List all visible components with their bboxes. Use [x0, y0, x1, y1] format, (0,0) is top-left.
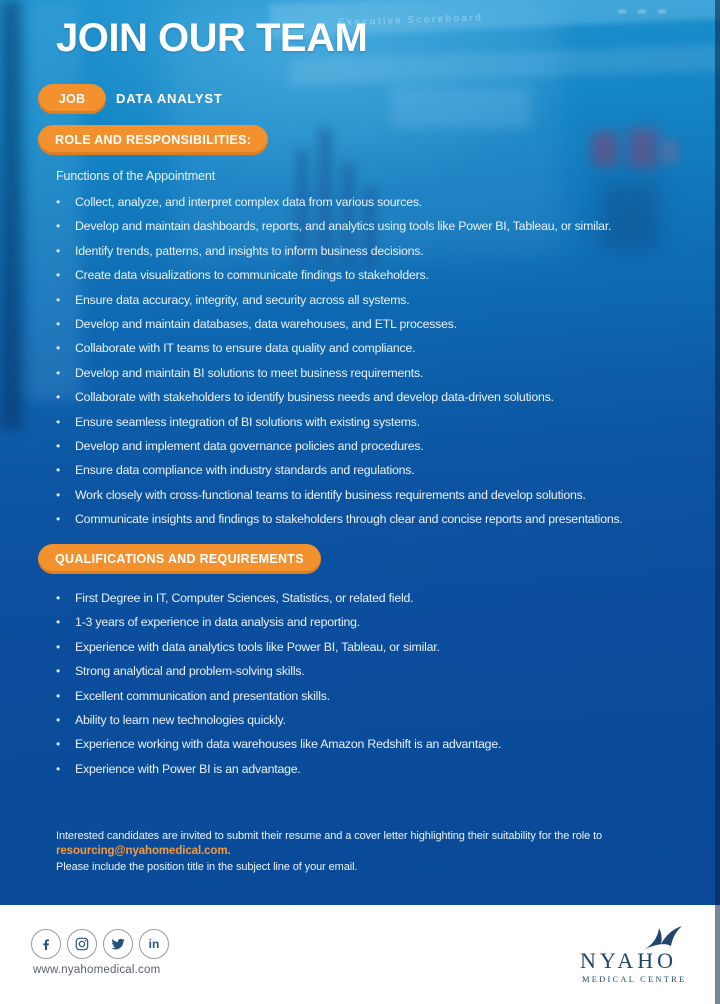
- bullet-icon: [56, 196, 75, 209]
- bullet-text: Work closely with cross-functional teams to identify business requirements and develop solutions.: [75, 487, 586, 502]
- bg-shape: [0, 0, 22, 430]
- bullet-icon: [56, 513, 75, 526]
- bullet-icon: [56, 318, 75, 331]
- bullet-text: 1-3 years of experience in data analysis and reporting.: [75, 615, 360, 630]
- bullet-text: Communicate insights and findings to stakeholders through clear and concise reports and presentations.: [75, 512, 623, 527]
- role-bullet-item: [56, 318, 623, 331]
- contact-block: [56, 829, 602, 875]
- bullet-text: Excellent communication and presentation skills.: [75, 688, 330, 703]
- page-title: JOIN OUR TEAM: [56, 16, 368, 60]
- role-bullet-item: [56, 367, 623, 380]
- role-bullet-item: [56, 342, 623, 355]
- bg-window-dot: [638, 10, 646, 13]
- bullet-icon: [56, 616, 75, 629]
- bullet-icon: [56, 714, 75, 727]
- email-link[interactable]: resourcing@nyahomedical.com.: [56, 845, 231, 858]
- bullet-icon: [56, 245, 75, 258]
- role-bullet-item: [56, 489, 623, 502]
- bullet-icon: [56, 592, 75, 605]
- instagram-link[interactable]: [67, 929, 97, 959]
- bullet-icon: [56, 489, 75, 502]
- role-bullet-item: [56, 269, 623, 282]
- bullet-icon: [56, 391, 75, 404]
- role-bullet-list: [56, 196, 623, 537]
- logo-name: NYAHO: [580, 948, 677, 973]
- bullet-icon: [56, 367, 75, 380]
- role-section-badge: ROLE AND RESPONSIBILITIES:: [38, 125, 268, 155]
- qualifications-section-badge: QUALIFICATIONS AND REQUIREMENTS: [38, 544, 321, 574]
- qualification-bullet-item: [56, 665, 501, 678]
- bullet-text: Create data visualizations to communicate findings to stakeholders.: [75, 268, 429, 283]
- bullet-icon: [56, 269, 75, 282]
- contact-line-1: Interested candidates are invited to submit their resume and a cover letter highlighting their suitability for the role to: [56, 830, 603, 842]
- instagram-icon: [74, 936, 90, 952]
- qualification-bullet-item: [56, 690, 501, 703]
- qualification-bullet-item: [56, 616, 501, 629]
- bullet-icon: [56, 440, 75, 453]
- twitter-icon: [110, 936, 126, 952]
- bg-window-dot: [658, 10, 666, 13]
- footer: [0, 905, 720, 1004]
- job-badge: JOB: [38, 84, 106, 114]
- bullet-icon: [56, 342, 75, 355]
- role-bullet-item: [56, 196, 623, 209]
- bullet-text: Strong analytical and problem-solving skills.: [75, 664, 305, 679]
- bullet-icon: [56, 220, 75, 233]
- bullet-text: Ensure data accuracy, integrity, and security across all systems.: [75, 292, 410, 307]
- bg-watermark-text: Executive Scoreboard: [337, 12, 484, 29]
- bg-chart-blob: [663, 140, 677, 162]
- bg-window-dot: [618, 10, 626, 13]
- bullet-icon: [56, 641, 75, 654]
- qualification-bullet-item: [56, 738, 501, 751]
- contact-line-2: Please include the position title in the subject line of your email.: [56, 860, 358, 873]
- bullet-text: Collaborate with IT teams to ensure data quality and compliance.: [75, 341, 416, 356]
- bullet-text: Ensure data compliance with industry standards and regulations.: [75, 463, 415, 478]
- bullet-icon: [56, 464, 75, 477]
- role-intro: Functions of the Appointment: [56, 169, 216, 183]
- bullet-text: Develop and maintain dashboards, reports, and analytics using tools like Power BI, Tableau, or similar.: [75, 219, 612, 234]
- bullet-icon: [56, 763, 75, 776]
- job-title: DATA ANALYST: [116, 91, 223, 106]
- website-url[interactable]: www.nyahomedical.com: [33, 964, 161, 976]
- bg-chart-blob: [592, 132, 618, 166]
- role-bullet-item: [56, 391, 623, 404]
- qualification-bullet-item: [56, 714, 501, 727]
- bullet-text: Experience working with data warehouses like Amazon Redshift is an advantage.: [75, 737, 502, 752]
- bullet-text: Experience with Power BI is an advantage.: [75, 761, 301, 776]
- role-bullet-item: [56, 245, 623, 258]
- role-bullet-item: [56, 294, 623, 307]
- bg-chart-blob: [628, 128, 658, 168]
- bullet-text: Develop and maintain BI solutions to meet business requirements.: [75, 365, 424, 380]
- bullet-icon: [56, 416, 75, 429]
- role-bullet-item: [56, 464, 623, 477]
- bullet-text: Ensure seamless integration of BI solutions with existing systems.: [75, 414, 420, 429]
- bullet-text: Experience with data analytics tools like Power BI, Tableau, or similar.: [75, 639, 440, 654]
- bullet-icon: [56, 738, 75, 751]
- facebook-link[interactable]: [31, 929, 61, 959]
- bullet-text: Develop and maintain databases, data warehouses, and ETL processes.: [75, 316, 457, 331]
- qualification-bullet-item: [56, 763, 501, 776]
- role-bullet-item: [56, 440, 623, 453]
- bullet-text: Collect, analyze, and interpret complex data from various sources.: [75, 195, 422, 209]
- qualification-bullet-item: [56, 641, 501, 654]
- linkedin-icon: in: [148, 937, 160, 951]
- logo-subtitle: MEDICAL CENTRE: [582, 974, 687, 984]
- bullet-text: First Degree in IT, Computer Sciences, Statistics, or related field.: [75, 591, 414, 605]
- bg-shape: [390, 86, 530, 128]
- role-bullet-item: [56, 416, 623, 429]
- facebook-icon: [38, 936, 54, 952]
- social-links: [31, 929, 175, 959]
- bullet-icon: [56, 294, 75, 307]
- linkedin-link[interactable]: [139, 929, 169, 959]
- role-bullet-item: [56, 220, 623, 233]
- bullet-icon: [56, 665, 75, 678]
- qualification-bullet-item: [56, 592, 501, 605]
- role-bullet-item: [56, 513, 623, 526]
- bullet-text: Collaborate with stakeholders to identify business needs and develop data-driven solutions.: [75, 390, 554, 405]
- bullet-text: Ability to learn new technologies quickly.: [75, 712, 286, 727]
- bullet-text: Identify trends, patterns, and insights to inform business decisions.: [75, 243, 424, 258]
- nyaho-logo: [580, 922, 720, 1002]
- qualification-bullet-list: [56, 592, 501, 787]
- twitter-link[interactable]: [103, 929, 133, 959]
- bullet-icon: [56, 690, 75, 703]
- bullet-text: Develop and implement data governance policies and procedures.: [75, 438, 424, 453]
